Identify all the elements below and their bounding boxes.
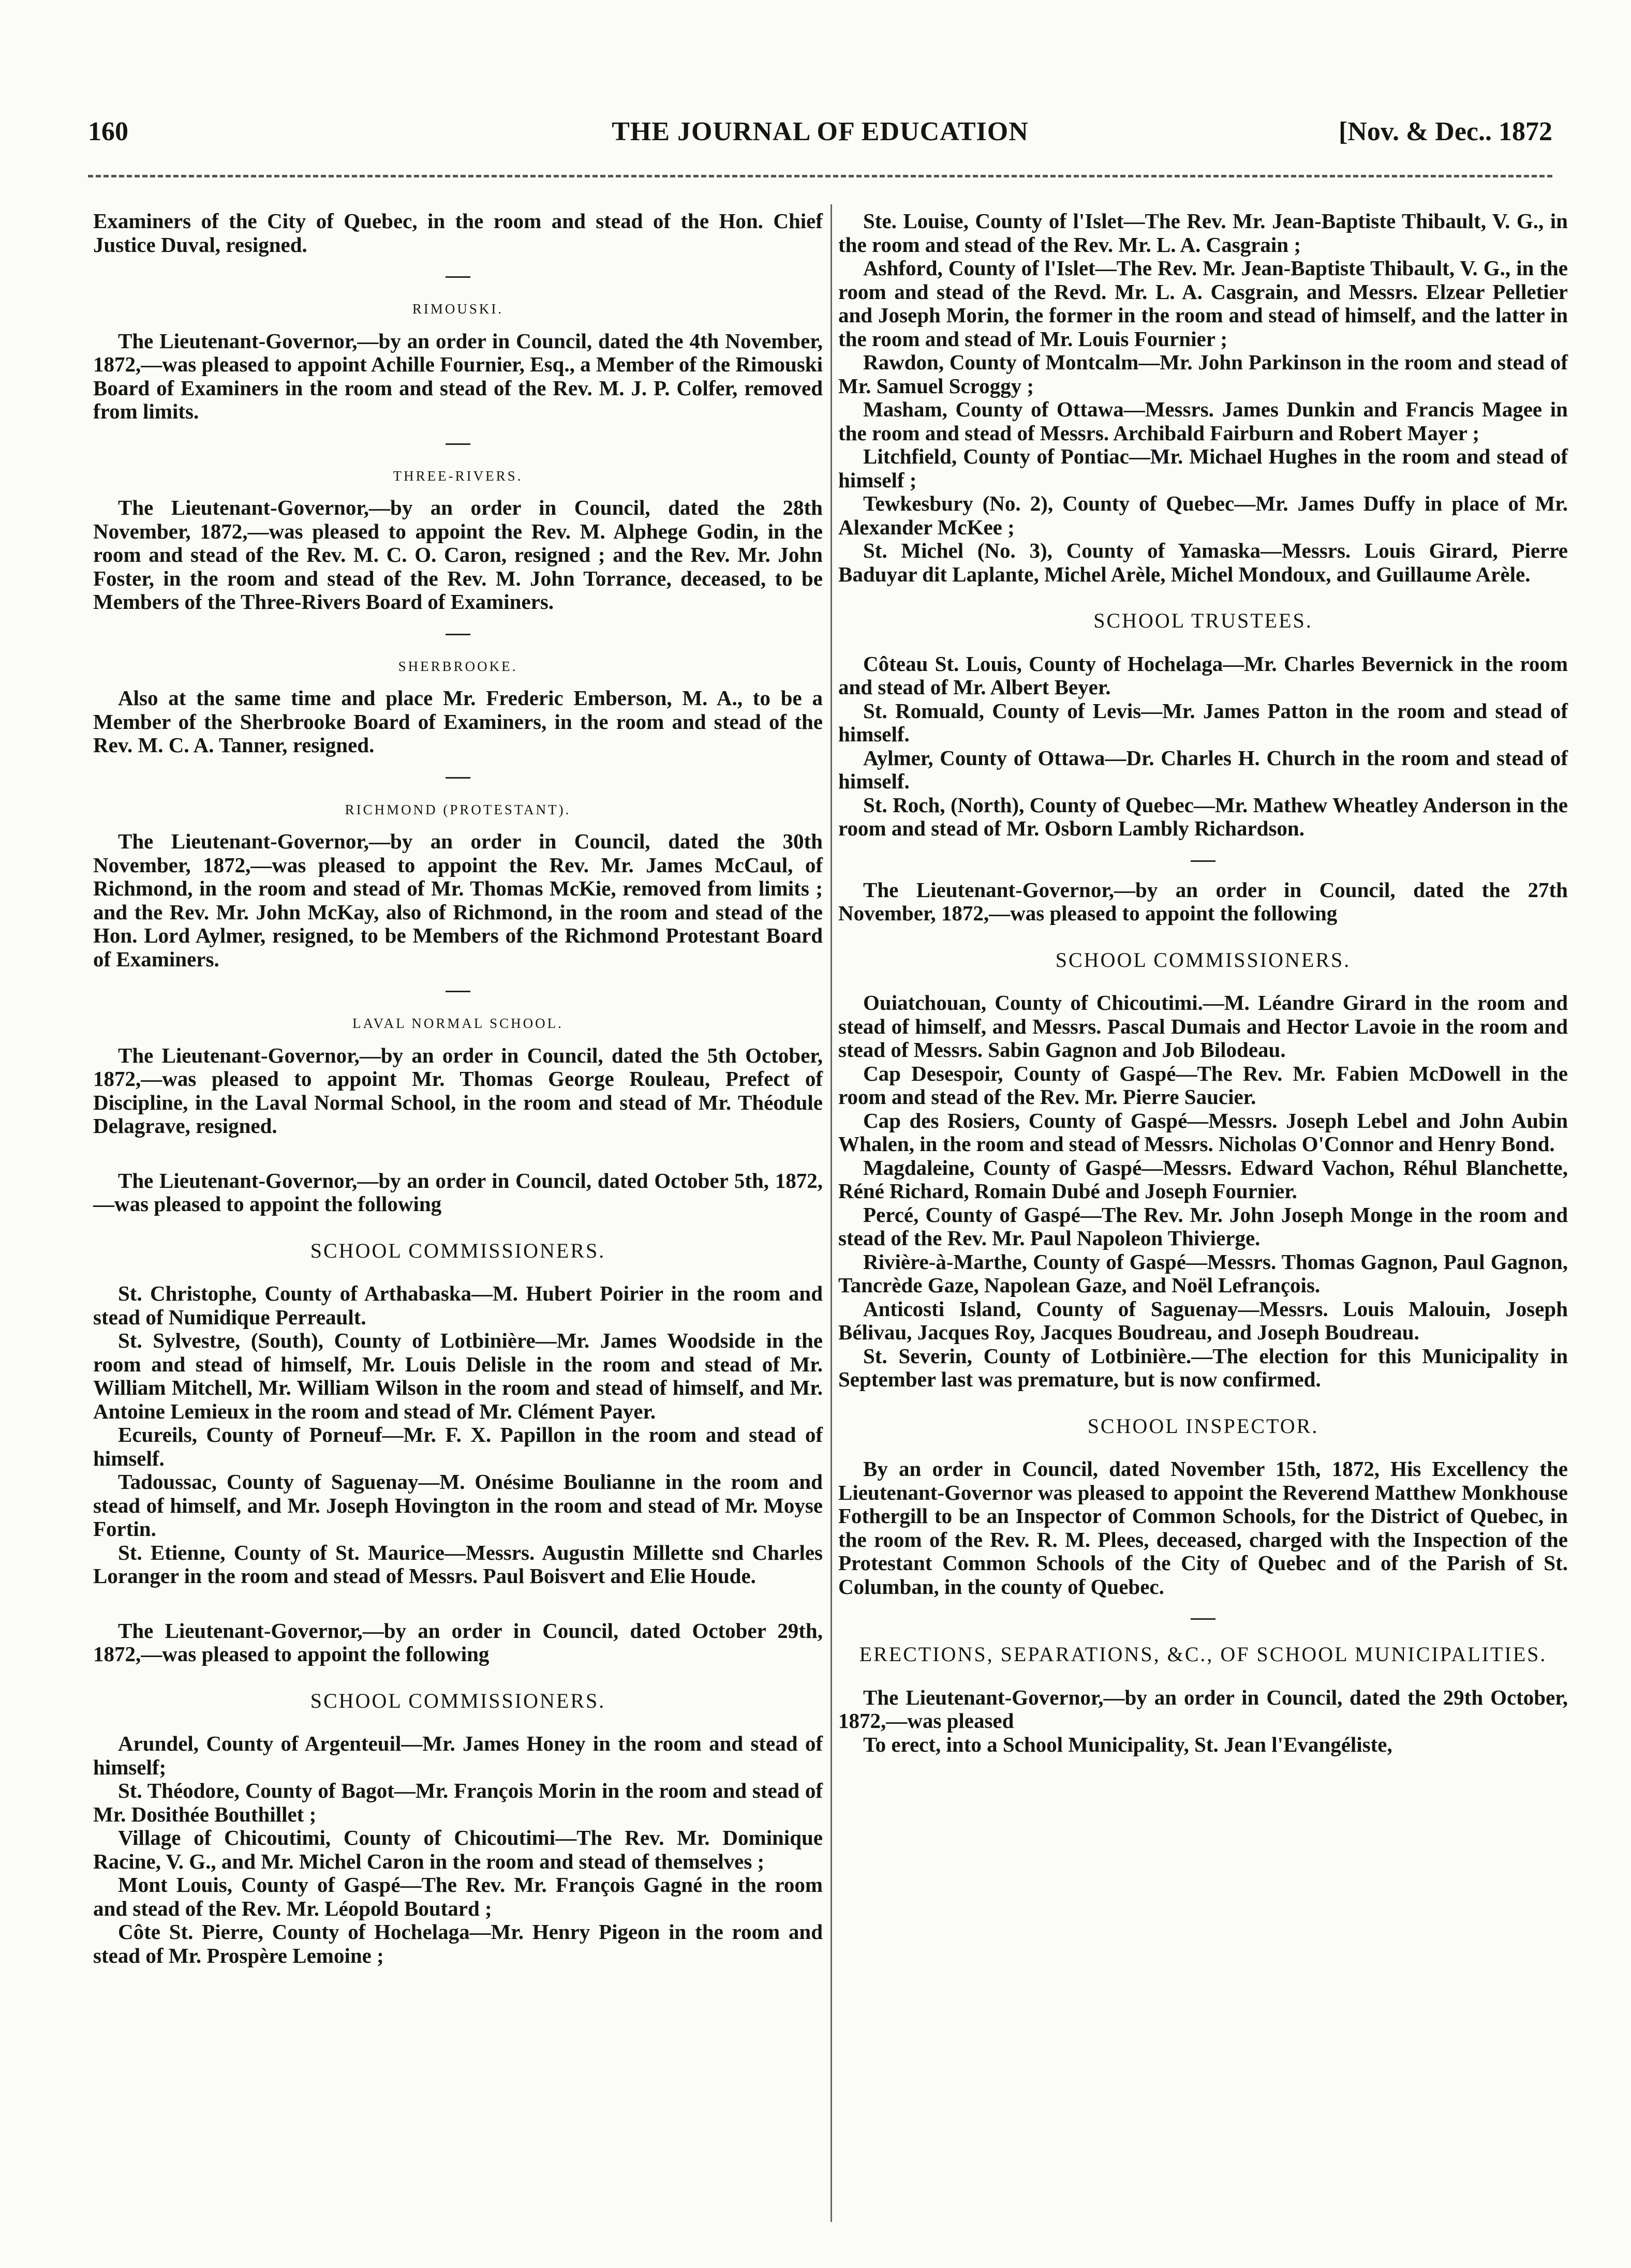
- heading-three-rivers: THREE-RIVERS.: [393, 468, 523, 484]
- entry-st-severin: St. Severin, County of Lotbinière.—The election for this Municipality in September last was premature, but is now confirmed.: [838, 1344, 1568, 1391]
- paragraph-erect-st-jean: To erect, into a School Municipality, St. Jean l'Evangéliste,: [863, 1732, 1392, 1756]
- separator: [446, 276, 470, 278]
- paragraph-rimouski: The Lieutenant-Governor,—by an order in Council, dated the 4th November, 1872,—was pleased to appoint Achille Fournier, Esq., a Member of the Rimouski Board of Examiners in the room and stead of the Rev. M. J. P. Colfer, removed from limits.: [93, 329, 823, 423]
- entry-magdaleine: Magdaleine, County of Gaspé—Messrs. Edward Vachon, Réhul Blanchette, Réné Richard, Romain Dubé and Joseph Fournier.: [838, 1155, 1568, 1203]
- entry-tewkesbury: Tewkesbury (No. 2), County of Quebec—Mr. James Duffy in place of Mr. Alexander McKee ;: [838, 491, 1568, 539]
- separator: [446, 443, 470, 445]
- entry-st-roch: St. Roch, (North), County of Quebec—Mr. Mathew Wheatley Anderson in the room and stead of Mr. Osborn Lambly Richardson.: [838, 793, 1568, 840]
- entry-tadoussac: Tadoussac, County of Saguenay—M. Onésime Boulianne in the room and stead of himself, and Mr. Joseph Hovington in the room and stead of Mr. Moyse Fortin.: [93, 1470, 823, 1541]
- issue-date: [Nov. & Dec.. 1872: [1338, 117, 1552, 146]
- entry-perce: Percé, County of Gaspé—The Rev. Mr. John Joseph Monge in the room and stead of the Rev. Mr. Paul Napoleon Thivierge.: [838, 1202, 1568, 1250]
- entry-anticosti-island: Anticosti Island, County of Saguenay—Messrs. Louis Malouin, Joseph Bélivau, Jacques Roy, Jacques Boudreau, and Joseph Boudreau.: [838, 1296, 1568, 1344]
- entry-village-of-chicoutimi: Village of Chicoutimi, County of Chicoutimi—The Rev. Mr. Dominique Racine, V. G., and Mr. Michel Caron in the room and stead of themselves ;: [93, 1826, 823, 1873]
- entry-aylmer: Aylmer, County of Ottawa—Dr. Charles H. Church in the room and stead of himself.: [838, 745, 1568, 793]
- entry-ashford: Ashford, County of l'Islet—The Rev. Mr. Jean-Baptiste Thibault, V. G., in the room and stead of the Revd. Mr. L. A. Casgrain, and Messrs. Elzear Pelletier and Joseph Morin, the former in the room and stead of himself, and the latter in the room and stead of Mr. Louis Fournier ;: [838, 256, 1568, 351]
- paragraph-order-oct5: The Lieutenant-Governor,—by an order in Council, dated October 5th, 1872,—was pleased to appoint the following: [93, 1168, 823, 1216]
- separator: [446, 991, 470, 992]
- paragraph-quebec-examiners: Examiners of the City of Quebec, in the room and stead of the Hon. Chief Justice Duval, resigned.: [93, 209, 823, 257]
- entry-arundel: Arundel, County of Argenteuil—Mr. James Honey in the room and stead of himself;: [93, 1732, 823, 1779]
- entry-st-sylvestre: St. Sylvestre, (South), County of Lotbinière—Mr. James Woodside in the room and stead of himself, Mr. Louis Delisle in the room and stead of Mr. William Mitchell, Mr. William Wilson in the room and stead of himself, and Mr. Antoine Lemieux in the room and stead of Mr. Clément Payer.: [93, 1329, 823, 1423]
- entry-masham: Masham, County of Ottawa—Messrs. James Dunkin and Francis Magee in the room and stead of Messrs. Archibald Fairburn and Robert Mayer ;: [838, 397, 1568, 445]
- heading-school-inspector: SCHOOL INSPECTOR.: [1087, 1414, 1319, 1438]
- paragraph-sherbrooke: Also at the same time and place Mr. Frederic Emberson, M. A., to be a Member of the Sherbrooke Board of Examiners, in the room and stead of the Rev. M. C. A. Tanner, resigned.: [93, 686, 823, 757]
- entry-st-christophe: St. Christophe, County of Arthabaska—M. Hubert Poirier in the room and stead of Numidique Perreault.: [93, 1281, 823, 1329]
- heading-school-commissioners: SCHOOL COMMISSIONERS.: [310, 1239, 606, 1262]
- separator: [1191, 860, 1215, 862]
- heading-school-commissioners: SCHOOL COMMISSIONERS.: [310, 1689, 606, 1712]
- entry-ste-louise: Ste. Louise, County of l'Islet—The Rev. Mr. Jean-Baptiste Thibault, V. G., in the room and stead of the Rev. Mr. L. A. Casgrain ;: [838, 209, 1568, 257]
- paragraph-inspector: By an order in Council, dated November 15th, 1872, His Excellency the Lieutenant-Governor was pleased to appoint the Reverend Matthew Monkhouse Fothergill to be an Inspector of Common Schools, for the District of Quebec, in the room of the Rev. R. M. Plees, deceased, charged with the Inspection of the Protestant Common Schools of the City of Quebec and of the Parish of St. Columban, in the county of Quebec.: [838, 1457, 1568, 1599]
- entry-cap-desespoir: Cap Desespoir, County of Gaspé—The Rev. Mr. Fabien McDowell in the room and stead of the Rev. Mr. Pierre Saucier.: [838, 1061, 1568, 1109]
- paragraph-order-nov27: The Lieutenant-Governor,—by an order in Council, dated the 27th November, 1872,—was pleased to appoint the following: [838, 877, 1568, 925]
- journal-title: THE JOURNAL OF EDUCATION: [612, 117, 1029, 146]
- separator: [446, 634, 470, 635]
- paragraph-order-oct29: The Lieutenant-Governor,—by an order in Council, dated October 29th, 1872,—was pleased to appoint the following: [93, 1618, 823, 1666]
- heading-laval-normal-school: LAVAL NORMAL SCHOOL.: [352, 1016, 564, 1031]
- heading-erections-separations: ERECTIONS, SEPARATIONS, &C., OF SCHOOL MUNICIPALITIES.: [859, 1643, 1547, 1666]
- running-head: [88, 116, 1552, 163]
- separator: [1191, 1618, 1215, 1620]
- paragraph-order-oct29-erections: The Lieutenant-Governor,—by an order in Council, dated the 29th October, 1872,—was pleased: [838, 1685, 1568, 1733]
- heading-school-trustees: SCHOOL TRUSTEES.: [1093, 609, 1313, 632]
- entry-cote-st-pierre: Côte St. Pierre, County of Hochelaga—Mr. Henry Pigeon in the room and stead of Mr. Prospère Lemoine ;: [93, 1920, 823, 1967]
- entry-st-romuald: St. Romuald, County of Levis—Mr. James Patton in the room and stead of himself.: [838, 698, 1568, 746]
- entry-ecureils: Ecureils, County of Porneuf—Mr. F. X. Papillon in the room and stead of himself.: [93, 1423, 823, 1470]
- entry-st-etienne: St. Etienne, County of St. Maurice—Messrs. Augustin Millette snd Charles Loranger in the room and stead of Messrs. Paul Boisvert and Elie Houde.: [93, 1540, 823, 1588]
- entry-coteau-st-louis: Côteau St. Louis, County of Hochelaga—Mr. Charles Bevernick in the room and stead of Mr. Albert Beyer.: [838, 651, 1568, 699]
- heading-rimouski: RIMOUSKI.: [412, 301, 504, 317]
- header-rule: [88, 175, 1552, 177]
- right-column: [838, 210, 1568, 1756]
- entry-riviere-a-marthe: Rivière-à-Marthe, County of Gaspé—Messrs. Thomas Gagnon, Paul Gagnon, Tancrède Gaze, Napolean Gaze, and Noël Lefrançois.: [838, 1249, 1568, 1297]
- separator: [446, 777, 470, 779]
- heading-richmond: RICHMOND (PROTESTANT).: [345, 801, 571, 817]
- left-column: [93, 210, 823, 1967]
- entry-cap-des-rosiers: Cap des Rosiers, County of Gaspé—Messrs. Joseph Lebel and John Aubin Whalen, in the room and stead of Messrs. Nicholas O'Connor and Henry Bond.: [838, 1108, 1568, 1156]
- column-divider: [831, 204, 832, 2222]
- entry-ouiatchouan: Ouiatchouan, County of Chicoutimi.—M. Léandre Girard in the room and stead of himself, and Messrs. Pascal Dumais and Hector Lavoie in the room and stead of Messrs. Sabin Gagnon and Job Bilodeau.: [838, 991, 1568, 1062]
- entry-mont-louis: Mont Louis, County of Gaspé—The Rev. Mr. François Gagné in the room and stead of the Rev. Mr. Léopold Boutard ;: [93, 1873, 823, 1920]
- heading-sherbrooke: SHERBROOKE.: [398, 658, 518, 674]
- heading-school-commissioners: SCHOOL COMMISSIONERS.: [1055, 948, 1351, 972]
- entry-st-michel: St. Michel (No. 3), County of Yamaska—Messrs. Louis Girard, Pierre Baduyar dit Laplante, Michel Arèle, Michel Mondoux, and Guillaume Arèle.: [838, 539, 1568, 586]
- entry-rawdon: Rawdon, County of Montcalm—Mr. John Parkinson in the room and stead of Mr. Samuel Scroggy ;: [838, 350, 1568, 398]
- paragraph-three-rivers: The Lieutenant-Governor,—by an order in Council, dated the 28th November, 1872,—was pleased to appoint the Rev. M. Alphege Godin, in the room and stead of the Rev. M. C. O. Caron, resigned ; and the Rev. Mr. John Foster, in the room and stead of the Rev. M. John Torrance, deceased, to be Members of the Three-Rivers Board of Examiners.: [93, 496, 823, 614]
- paragraph-richmond: The Lieutenant-Governor,—by an order in Council, dated the 30th November, 1872,—was pleased to appoint the Rev. Mr. James McCaul, of Richmond, in the room and stead of Mr. Thomas McKie, removed from limits ; and the Rev. Mr. John McKay, also of Richmond, in the room and stead of the Hon. Lord Aylmer, resigned, to be Members of the Richmond Protestant Board of Examiners.: [93, 829, 823, 971]
- entry-st-theodore: St. Théodore, County of Bagot—Mr. François Morin in the room and stead of Mr. Dosithée Bouthillet ;: [93, 1779, 823, 1826]
- page-number: 160: [88, 117, 128, 146]
- paragraph-laval: The Lieutenant-Governor,—by an order in Council, dated the 5th October, 1872,—was pleased to appoint Mr. Thomas George Rouleau, Prefect of Discipline, in the Laval Normal School, in the room and stead of Mr. Théodule Delagrave, resigned.: [93, 1043, 823, 1138]
- entry-litchfield: Litchfield, County of Pontiac—Mr. Michael Hughes in the room and stead of himself ;: [838, 444, 1568, 492]
